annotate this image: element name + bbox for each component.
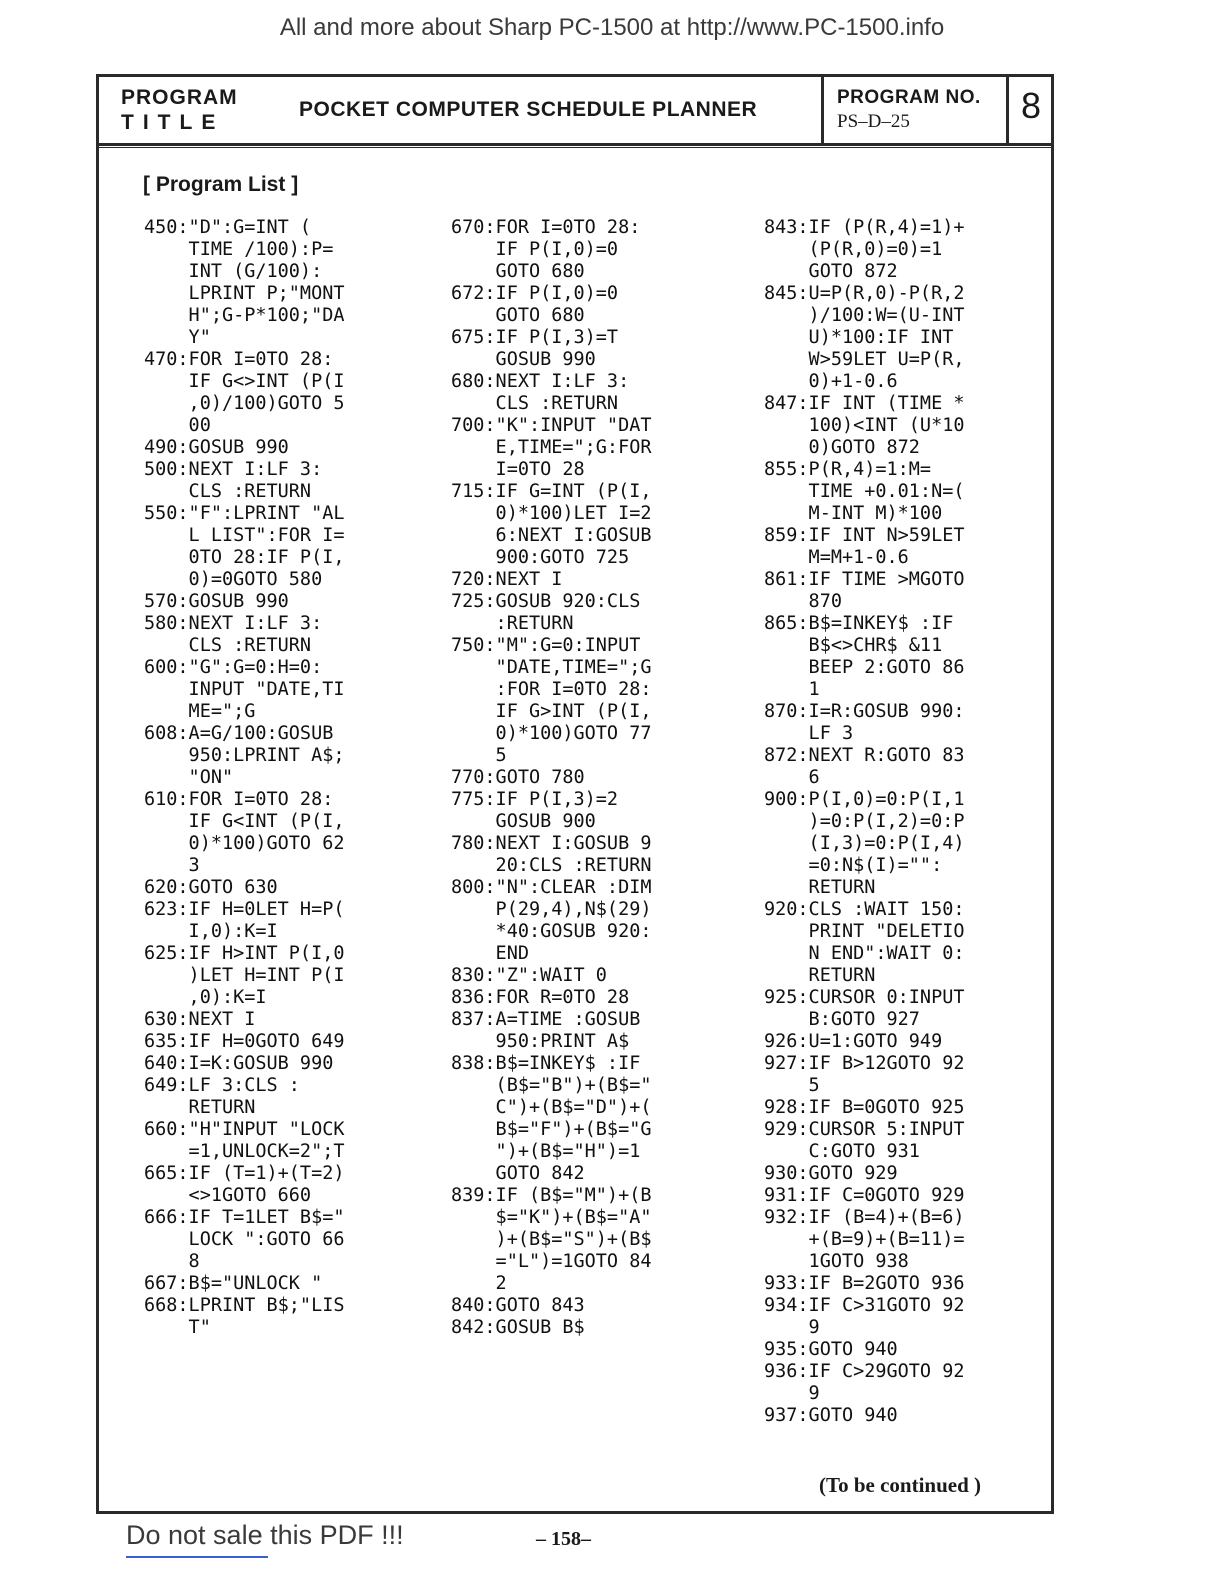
site-banner: All and more about Sharp PC-1500 at http://www.PC-1500.info: [279, 14, 945, 41]
program-sheet: [96, 74, 1054, 1514]
header-double-rule: [99, 147, 1051, 148]
header-divider: [821, 77, 824, 143]
program-sequence-number: 8: [1020, 85, 1042, 126]
footer-notice: Do not sale this PDF !!!: [126, 1520, 404, 1550]
footer-underline: [126, 1556, 268, 1558]
program-label-line1: PROGRAM: [121, 86, 238, 109]
program-listing-column-1: 450:"D":G=INT ( TIME /100):P= INT (G/100): LPRINT P;"MONT H";G-P*100;"DA Y" 470:FOR I=0TO 28: IF G<>INT (P(I ,0)/100)GOTO 5 00 490:GOSUB 990 500:NEXT I:LF 3: CLS :RETURN 550:"F":LPRINT "AL L LIST":FOR I= 0TO 28:IF P(I, 0)=0GOTO 580 570:GOSUB 990 580:NEXT I:LF 3: CLS :RETURN 600:"G":G=0:H=0: INPUT "DATE,TI ME=";G 608:A=G/100:GOSUB 950:LPRINT A$; "ON" 610:FOR I=0TO 28: IF G<INT (P(I, 0)*100)GOTO 62 3 620:GOTO 630 623:IF H=0LET H=P( I,0):K=I 625:IF H>INT P(I,0 )LET H=INT P(I ,0):K=I 630:NEXT I 635:IF H=0GOTO 649 640:I=K:GOSUB 990 649:LF 3:CLS : RETURN 660:"H"INPUT "LOCK =1,UNLOCK=2";T 665:IF (T=1)+(T=2) <>1GOTO 660 666:IF T=1LET B$=" LOCK ":GOTO 66 8 667:B$="UNLOCK " 668:LPRINT B$;"LIS T": [144, 217, 345, 1338]
section-heading: [ Program List ]: [143, 173, 299, 196]
program-listing-column-3: 843:IF (P(R,4)=1)+ (P(R,0)=0)=1 GOTO 872 845:U=P(R,0)-P(R,2 )/100:W=(U-INT U)*100:IF INT W>59LET U=P(R, 0)+1-0.6 847:IF INT (TIME * 100)<INT (U*10 0)GOTO 872 855:P(R,4)=1:M= TIME +0.01:N=( M-INT M)*100 859:IF INT N>59LET M=M+1-0.6 861:IF TIME >MGOTO 870 865:B$=INKEY$ :IF B$<>CHR$ &11 BEEP 2:GOTO 86 1 870:I=R:GOSUB 990: LF 3 872:NEXT R:GOTO 83 6 900:P(I,0)=0:P(I,1 )=0:P(I,2)=0:P (I,3)=0:P(I,4) =0:N$(I)="": RETURN 920:CLS :WAIT 150: PRINT "DELETIO N END":WAIT 0: RETURN 925:CURSOR 0:INPUT B:GOTO 927 926:U=1:GOTO 949 927:IF B>12GOTO 92 5 928:IF B=0GOTO 925 929:CURSOR 5:INPUT C:GOTO 931 930:GOTO 929 931:IF C=0GOTO 929 932:IF (B=4)+(B=6) +(B=9)+(B=11)= 1GOTO 938 933:IF B=2GOTO 936 934:IF C>31GOTO 92 9 935:GOTO 940 936:IF C>29GOTO 92 9 937:GOTO 940: [764, 217, 965, 1426]
program-listing-column-2: 670:FOR I=0TO 28: IF P(I,0)=0 GOTO 680 672:IF P(I,0)=0 GOTO 680 675:IF P(I,3)=T GOSUB 990 680:NEXT I:LF 3: CLS :RETURN 700:"K":INPUT "DAT E,TIME=";G:FOR I=0TO 28 715:IF G=INT (P(I, 0)*100)LET I=2 6:NEXT I:GOSUB 900:GOTO 725 720:NEXT I 725:GOSUB 920:CLS :RETURN 750:"M":G=0:INPUT "DATE,TIME=";G :FOR I=0TO 28: IF G>INT (P(I, 0)*100)GOTO 77 5 770:GOTO 780 775:IF P(I,3)=2 GOSUB 900 780:NEXT I:GOSUB 9 20:CLS :RETURN 800:"N":CLEAR :DIM P(29,4),N$(29) *40:GOSUB 920: END 830:"Z":WAIT 0 836:FOR R=0TO 28 837:A=TIME :GOSUB 950:PRINT A$ 838:B$=INKEY$ :IF (B$="B")+(B$=" C")+(B$="D")+( B$="F")+(B$="G ")+(B$="H")=1 GOTO 842 839:IF (B$="M")+(B $="K")+(B$="A" )+(B$="S")+(B$ ="L")=1GOTO 84 2 840:GOTO 843 842:GOSUB B$: [451, 217, 652, 1338]
page-number: – 158–: [536, 1528, 591, 1550]
program-header: [99, 77, 1051, 146]
program-number-value: PS–D–25: [837, 111, 910, 132]
program-title-label: [121, 85, 238, 135]
program-label-line2: TITLE: [121, 111, 225, 134]
program-title: POCKET COMPUTER SCHEDULE PLANNER: [299, 98, 758, 121]
program-number-label: PROGRAM NO.: [837, 87, 981, 108]
continued-note: (To be continued ): [819, 1473, 982, 1497]
